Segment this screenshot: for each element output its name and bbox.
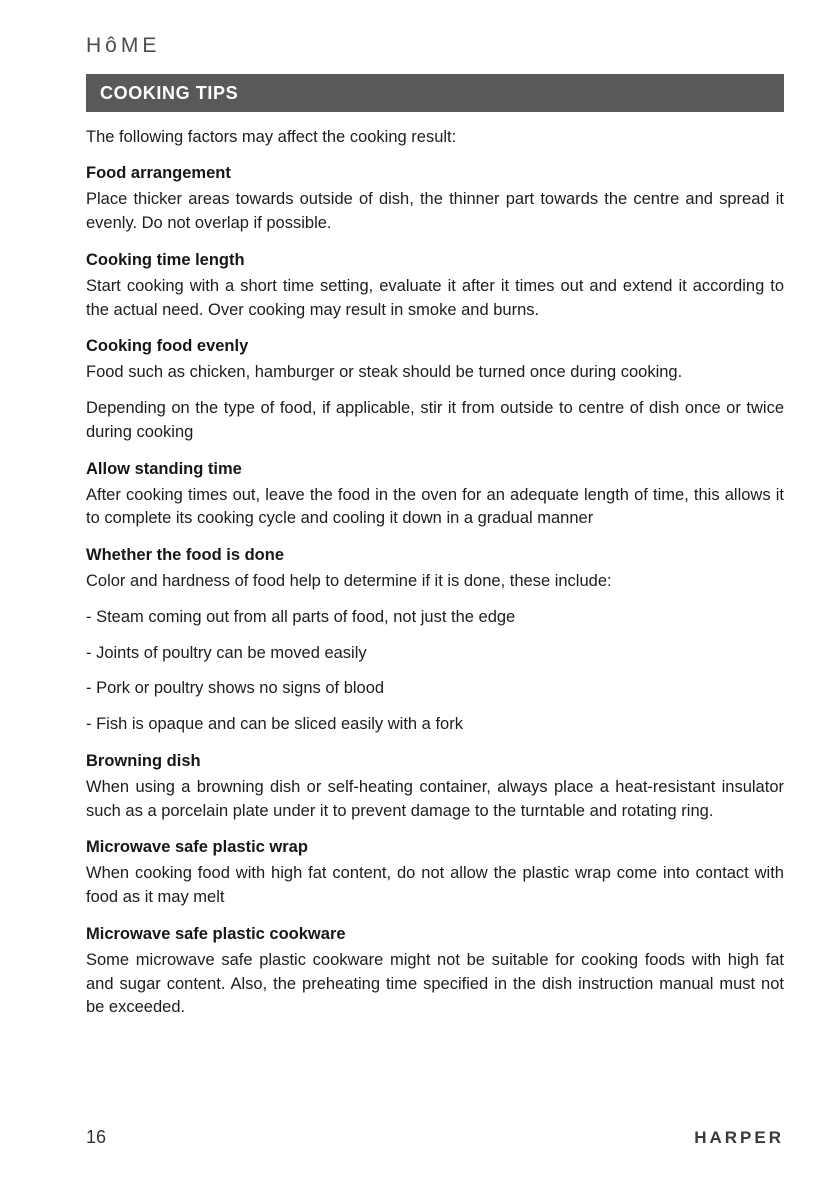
page-title: COOKING TIPS — [86, 74, 784, 112]
section-heading: Microwave safe plastic wrap — [86, 838, 308, 857]
section-heading: Microwave safe plastic cookware — [86, 924, 346, 943]
section-heading: Cooking time length — [86, 250, 245, 269]
section-heading: Allow standing time — [86, 459, 242, 478]
section-paragraph: Depending on the type of food, if applicable, stir it from outside to centre of dish once or twice during cooking — [86, 399, 784, 441]
section-allow-standing-time — [86, 460, 784, 532]
section-paragraph: When using a browning dish or self-heating container, always place a heat-resistant insulator such as a porcelain plate under it to prevent damage to the turntable and rotating ring. — [86, 777, 784, 820]
section-paragraph: Start cooking with a short time setting, evaluate it after it times out and extend it according to the actual need. Over cooking may result in smoke and burns. — [86, 276, 784, 319]
section-list-item: - Steam coming out from all parts of food, not just the edge — [86, 607, 516, 626]
page-footer — [86, 1127, 784, 1148]
section-whether-food-is-done — [86, 546, 784, 737]
section-list-item: - Joints of poultry can be moved easily — [86, 643, 367, 662]
home-brand-logo: HôME — [86, 34, 161, 57]
section-cooking-food-evenly — [86, 337, 784, 444]
section-browning-dish — [86, 752, 784, 824]
section-paragraph: Color and hardness of food help to determine if it is done, these include: — [86, 572, 612, 591]
section-paragraph: When cooking food with high fat content, do not allow the plastic wrap come into contact with food as it may melt — [86, 864, 784, 907]
section-paragraph: After cooking times out, leave the food in the oven for an adequate length of time, this allows it to complete its cooking cycle and cooling it down in a gradual manner — [86, 485, 784, 528]
harper-brand-logo: HARPER — [694, 1128, 784, 1147]
section-list-item: - Fish is opaque and can be sliced easily with a fork — [86, 715, 463, 734]
section-cooking-time-length — [86, 251, 784, 323]
section-food-arrangement — [86, 164, 784, 236]
section-heading: Whether the food is done — [86, 546, 284, 565]
section-paragraph: Food such as chicken, hamburger or steak should be turned once during cooking. — [86, 363, 683, 382]
section-paragraph: Some microwave safe plastic cookware might not be suitable for cooking foods with high fat and sugar content. Also, the preheating time specified in the dish instruction manual must not be exceeded. — [86, 950, 784, 1017]
intro-text: The following factors may affect the cooking result: — [86, 128, 457, 146]
page-number: 16 — [86, 1127, 107, 1147]
section-heading: Browning dish — [86, 751, 201, 770]
section-microwave-safe-plastic-cookware — [86, 925, 784, 1020]
section-heading: Cooking food evenly — [86, 337, 249, 356]
section-list-item: - Pork or poultry shows no signs of blood — [86, 679, 385, 698]
section-microwave-safe-plastic-wrap — [86, 838, 784, 910]
section-paragraph: Place thicker areas towards outside of dish, the thinner part towards the centre and spread it evenly. Do not overlap if possible. — [86, 190, 784, 233]
section-heading: Food arrangement — [86, 164, 231, 183]
